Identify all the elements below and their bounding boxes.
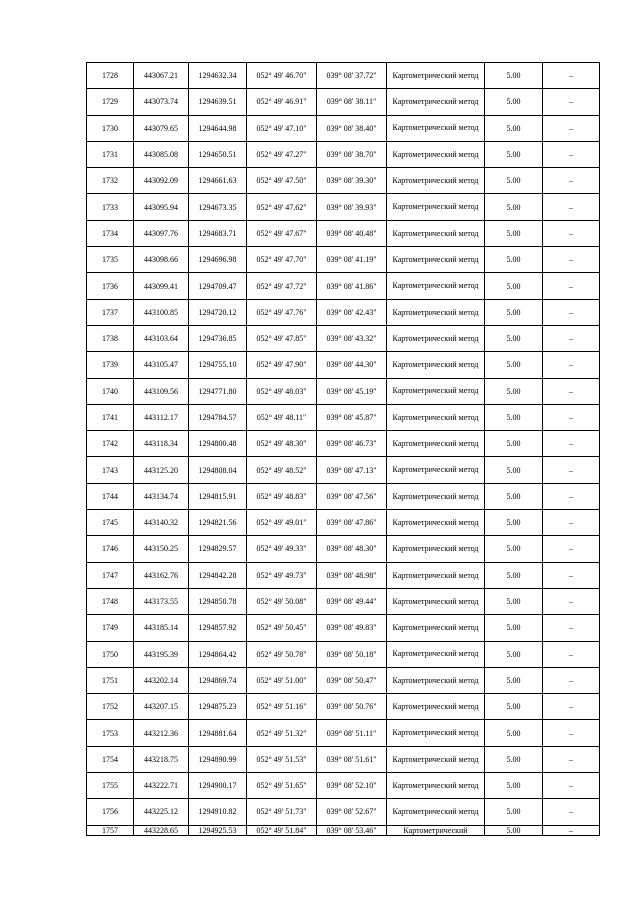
longitude-cell: 039° 08' 47.56" bbox=[317, 483, 387, 509]
latitude-cell: 052° 49' 47.10" bbox=[247, 115, 317, 141]
latitude-cell: 052° 49' 47.76" bbox=[247, 299, 317, 325]
y-coordinate-cell: 1294639.51 bbox=[189, 89, 247, 115]
accuracy-cell: 5.00 bbox=[485, 615, 543, 641]
longitude-cell: 039° 08' 41.19" bbox=[317, 247, 387, 273]
table-row bbox=[87, 746, 600, 772]
accuracy-cell: 5.00 bbox=[485, 773, 543, 799]
latitude-cell: 052° 49' 51.73" bbox=[247, 799, 317, 825]
point-number-cell: 1750 bbox=[87, 641, 134, 667]
point-number-cell: 1749 bbox=[87, 615, 134, 641]
point-number-cell: 1736 bbox=[87, 273, 134, 299]
x-coordinate-cell: 443207.15 bbox=[134, 694, 189, 720]
point-number-cell: 1740 bbox=[87, 378, 134, 404]
accuracy-cell: 5.00 bbox=[485, 431, 543, 457]
method-cell: Картометрический метод bbox=[387, 510, 485, 536]
x-coordinate-cell: 443195.39 bbox=[134, 641, 189, 667]
note-cell: – bbox=[543, 641, 600, 667]
point-number-cell: 1733 bbox=[87, 194, 134, 220]
x-coordinate-cell: 443109.56 bbox=[134, 378, 189, 404]
method-cell: Картометрический метод bbox=[387, 746, 485, 772]
longitude-cell: 039° 08' 45.19" bbox=[317, 378, 387, 404]
note-cell: – bbox=[543, 194, 600, 220]
point-number-cell: 1747 bbox=[87, 562, 134, 588]
x-coordinate-cell: 443118.34 bbox=[134, 431, 189, 457]
note-cell: – bbox=[543, 404, 600, 430]
table-row bbox=[87, 431, 600, 457]
accuracy-cell: 5.00 bbox=[485, 483, 543, 509]
accuracy-cell: 5.00 bbox=[485, 325, 543, 351]
latitude-cell: 052° 49' 47.85" bbox=[247, 325, 317, 351]
y-coordinate-cell: 1294925.53 bbox=[189, 825, 247, 836]
point-number-cell: 1746 bbox=[87, 536, 134, 562]
table-row bbox=[87, 325, 600, 351]
table-row bbox=[87, 299, 600, 325]
y-coordinate-cell: 1294644.98 bbox=[189, 115, 247, 141]
y-coordinate-cell: 1294709.47 bbox=[189, 273, 247, 299]
accuracy-cell: 5.00 bbox=[485, 746, 543, 772]
longitude-cell: 039° 08' 49.44" bbox=[317, 588, 387, 614]
point-number-cell: 1741 bbox=[87, 404, 134, 430]
table-row bbox=[87, 641, 600, 667]
point-number-cell: 1739 bbox=[87, 352, 134, 378]
table-row bbox=[87, 483, 600, 509]
table-row bbox=[87, 352, 600, 378]
note-cell: – bbox=[543, 588, 600, 614]
table-row bbox=[87, 63, 600, 89]
note-cell: – bbox=[543, 220, 600, 246]
note-cell: – bbox=[543, 115, 600, 141]
note-cell: – bbox=[543, 431, 600, 457]
x-coordinate-cell: 443212.36 bbox=[134, 720, 189, 746]
point-number-cell: 1755 bbox=[87, 773, 134, 799]
note-cell: – bbox=[543, 273, 600, 299]
y-coordinate-cell: 1294650.51 bbox=[189, 141, 247, 167]
x-coordinate-cell: 443073.74 bbox=[134, 89, 189, 115]
latitude-cell: 052° 49' 49.01" bbox=[247, 510, 317, 536]
note-cell: – bbox=[543, 746, 600, 772]
point-number-cell: 1753 bbox=[87, 720, 134, 746]
table-row bbox=[87, 694, 600, 720]
accuracy-cell: 5.00 bbox=[485, 588, 543, 614]
latitude-cell: 052° 49' 49.73" bbox=[247, 562, 317, 588]
table-row bbox=[87, 220, 600, 246]
note-cell: – bbox=[543, 773, 600, 799]
latitude-cell: 052° 49' 51.16" bbox=[247, 694, 317, 720]
table-row bbox=[87, 773, 600, 799]
latitude-cell: 052° 49' 48.03" bbox=[247, 378, 317, 404]
y-coordinate-cell: 1294910.82 bbox=[189, 799, 247, 825]
accuracy-cell: 5.00 bbox=[485, 194, 543, 220]
accuracy-cell: 5.00 bbox=[485, 89, 543, 115]
point-number-cell: 1751 bbox=[87, 667, 134, 693]
method-cell: Картометрический метод bbox=[387, 615, 485, 641]
y-coordinate-cell: 1294864.42 bbox=[189, 641, 247, 667]
method-cell: Картометрический метод bbox=[387, 404, 485, 430]
point-number-cell: 1735 bbox=[87, 247, 134, 273]
x-coordinate-cell: 443140.32 bbox=[134, 510, 189, 536]
accuracy-cell: 5.00 bbox=[485, 273, 543, 299]
latitude-cell: 052° 49' 51.53" bbox=[247, 746, 317, 772]
y-coordinate-cell: 1294784.57 bbox=[189, 404, 247, 430]
longitude-cell: 039° 08' 43.32" bbox=[317, 325, 387, 351]
table-row bbox=[87, 457, 600, 483]
note-cell: – bbox=[543, 89, 600, 115]
latitude-cell: 052° 49' 51.84" bbox=[247, 825, 317, 836]
note-cell: – bbox=[543, 799, 600, 825]
table-row bbox=[87, 510, 600, 536]
longitude-cell: 039° 08' 51.61" bbox=[317, 746, 387, 772]
x-coordinate-cell: 443222.71 bbox=[134, 773, 189, 799]
accuracy-cell: 5.00 bbox=[485, 404, 543, 430]
longitude-cell: 039° 08' 53.46" bbox=[317, 825, 387, 836]
latitude-cell: 052° 49' 46.91" bbox=[247, 89, 317, 115]
latitude-cell: 052° 49' 47.72" bbox=[247, 273, 317, 299]
longitude-cell: 039° 08' 48.30" bbox=[317, 536, 387, 562]
x-coordinate-cell: 443218.75 bbox=[134, 746, 189, 772]
note-cell: – bbox=[543, 667, 600, 693]
y-coordinate-cell: 1294881.64 bbox=[189, 720, 247, 746]
accuracy-cell: 5.00 bbox=[485, 694, 543, 720]
point-number-cell: 1734 bbox=[87, 220, 134, 246]
method-cell: Картометрический метод bbox=[387, 720, 485, 746]
point-number-cell: 1744 bbox=[87, 483, 134, 509]
y-coordinate-cell: 1294850.78 bbox=[189, 588, 247, 614]
latitude-cell: 052° 49' 47.90" bbox=[247, 352, 317, 378]
longitude-cell: 039° 08' 48.98" bbox=[317, 562, 387, 588]
x-coordinate-cell: 443067.21 bbox=[134, 63, 189, 89]
y-coordinate-cell: 1294720.12 bbox=[189, 299, 247, 325]
longitude-cell: 039° 08' 37.72" bbox=[317, 63, 387, 89]
x-coordinate-cell: 443134.74 bbox=[134, 483, 189, 509]
method-cell: Картометрический метод bbox=[387, 299, 485, 325]
latitude-cell: 052° 49' 49.33" bbox=[247, 536, 317, 562]
method-cell: Картометрический метод bbox=[387, 89, 485, 115]
method-cell: Картометрический метод bbox=[387, 115, 485, 141]
method-cell: Картометрический метод bbox=[387, 325, 485, 351]
table-row bbox=[87, 247, 600, 273]
latitude-cell: 052° 49' 50.08" bbox=[247, 588, 317, 614]
latitude-cell: 052° 49' 51.32" bbox=[247, 720, 317, 746]
y-coordinate-cell: 1294696.98 bbox=[189, 247, 247, 273]
note-cell: – bbox=[543, 325, 600, 351]
table-row bbox=[87, 404, 600, 430]
longitude-cell: 039° 08' 39.93" bbox=[317, 194, 387, 220]
table-row bbox=[87, 194, 600, 220]
longitude-cell: 039° 08' 41.86" bbox=[317, 273, 387, 299]
accuracy-cell: 5.00 bbox=[485, 299, 543, 325]
note-cell: – bbox=[543, 247, 600, 273]
method-cell: Картометрический метод bbox=[387, 273, 485, 299]
x-coordinate-cell: 443099.41 bbox=[134, 273, 189, 299]
coordinates-table bbox=[86, 62, 600, 836]
x-coordinate-cell: 443125.20 bbox=[134, 457, 189, 483]
point-number-cell: 1731 bbox=[87, 141, 134, 167]
x-coordinate-cell: 443097.76 bbox=[134, 220, 189, 246]
method-cell: Картометрический метод bbox=[387, 247, 485, 273]
x-coordinate-cell: 443185.14 bbox=[134, 615, 189, 641]
latitude-cell: 052° 49' 50.78" bbox=[247, 641, 317, 667]
note-cell: – bbox=[543, 168, 600, 194]
table-row bbox=[87, 536, 600, 562]
table-row bbox=[87, 141, 600, 167]
y-coordinate-cell: 1294815.91 bbox=[189, 483, 247, 509]
method-cell: Картометрический метод bbox=[387, 378, 485, 404]
note-cell: – bbox=[543, 694, 600, 720]
note-cell: – bbox=[543, 720, 600, 746]
point-number-cell: 1748 bbox=[87, 588, 134, 614]
method-cell: Картометрический метод bbox=[387, 457, 485, 483]
method-cell: Картометрический метод bbox=[387, 641, 485, 667]
note-cell: – bbox=[543, 825, 600, 836]
y-coordinate-cell: 1294869.74 bbox=[189, 667, 247, 693]
point-number-cell: 1754 bbox=[87, 746, 134, 772]
longitude-cell: 039° 08' 52.10" bbox=[317, 773, 387, 799]
point-number-cell: 1752 bbox=[87, 694, 134, 720]
x-coordinate-cell: 443162.76 bbox=[134, 562, 189, 588]
note-cell: – bbox=[543, 536, 600, 562]
latitude-cell: 052° 49' 47.27" bbox=[247, 141, 317, 167]
accuracy-cell: 5.00 bbox=[485, 562, 543, 588]
longitude-cell: 039° 08' 47.13" bbox=[317, 457, 387, 483]
x-coordinate-cell: 443173.55 bbox=[134, 588, 189, 614]
accuracy-cell: 5.00 bbox=[485, 168, 543, 194]
y-coordinate-cell: 1294890.99 bbox=[189, 746, 247, 772]
latitude-cell: 052° 49' 50.45" bbox=[247, 615, 317, 641]
longitude-cell: 039° 08' 42.43" bbox=[317, 299, 387, 325]
latitude-cell: 052° 49' 47.70" bbox=[247, 247, 317, 273]
table-row bbox=[87, 562, 600, 588]
method-cell: Картометрический метод bbox=[387, 694, 485, 720]
table-row bbox=[87, 825, 600, 836]
latitude-cell: 052° 49' 46.70" bbox=[247, 63, 317, 89]
table-row bbox=[87, 273, 600, 299]
method-cell: Картометрический метод bbox=[387, 562, 485, 588]
y-coordinate-cell: 1294673.35 bbox=[189, 194, 247, 220]
longitude-cell: 039° 08' 50.47" bbox=[317, 667, 387, 693]
method-cell: Картометрический метод bbox=[387, 352, 485, 378]
x-coordinate-cell: 443150.25 bbox=[134, 536, 189, 562]
latitude-cell: 052° 49' 48.52" bbox=[247, 457, 317, 483]
point-number-cell: 1742 bbox=[87, 431, 134, 457]
point-number-cell: 1745 bbox=[87, 510, 134, 536]
note-cell: – bbox=[543, 615, 600, 641]
point-number-cell: 1757 bbox=[87, 825, 134, 836]
accuracy-cell: 5.00 bbox=[485, 378, 543, 404]
accuracy-cell: 5.00 bbox=[485, 352, 543, 378]
point-number-cell: 1737 bbox=[87, 299, 134, 325]
longitude-cell: 039° 08' 38.70" bbox=[317, 141, 387, 167]
y-coordinate-cell: 1294800.48 bbox=[189, 431, 247, 457]
method-cell: Картометрический метод bbox=[387, 667, 485, 693]
table-row bbox=[87, 615, 600, 641]
accuracy-cell: 5.00 bbox=[485, 641, 543, 667]
longitude-cell: 039° 08' 38.40" bbox=[317, 115, 387, 141]
table-row bbox=[87, 89, 600, 115]
longitude-cell: 039° 08' 44.30" bbox=[317, 352, 387, 378]
note-cell: – bbox=[543, 378, 600, 404]
accuracy-cell: 5.00 bbox=[485, 720, 543, 746]
table-row bbox=[87, 378, 600, 404]
accuracy-cell: 5.00 bbox=[485, 63, 543, 89]
method-cell: Картометрический метод bbox=[387, 799, 485, 825]
note-cell: – bbox=[543, 352, 600, 378]
longitude-cell: 039° 08' 40.48" bbox=[317, 220, 387, 246]
latitude-cell: 052° 49' 48.11" bbox=[247, 404, 317, 430]
longitude-cell: 039° 08' 38.11" bbox=[317, 89, 387, 115]
accuracy-cell: 5.00 bbox=[485, 141, 543, 167]
latitude-cell: 052° 49' 48.30" bbox=[247, 431, 317, 457]
table-row bbox=[87, 588, 600, 614]
longitude-cell: 039° 08' 39.30" bbox=[317, 168, 387, 194]
y-coordinate-cell: 1294821.56 bbox=[189, 510, 247, 536]
x-coordinate-cell: 443228.65 bbox=[134, 825, 189, 836]
x-coordinate-cell: 443112.17 bbox=[134, 404, 189, 430]
method-cell: Картометрический bbox=[387, 825, 485, 836]
y-coordinate-cell: 1294771.80 bbox=[189, 378, 247, 404]
x-coordinate-cell: 443225.12 bbox=[134, 799, 189, 825]
point-number-cell: 1732 bbox=[87, 168, 134, 194]
latitude-cell: 052° 49' 47.50" bbox=[247, 168, 317, 194]
note-cell: – bbox=[543, 510, 600, 536]
y-coordinate-cell: 1294900.17 bbox=[189, 773, 247, 799]
accuracy-cell: 5.00 bbox=[485, 247, 543, 273]
point-number-cell: 1729 bbox=[87, 89, 134, 115]
method-cell: Картометрический метод bbox=[387, 63, 485, 89]
table-row bbox=[87, 720, 600, 746]
x-coordinate-cell: 443202.14 bbox=[134, 667, 189, 693]
point-number-cell: 1738 bbox=[87, 325, 134, 351]
y-coordinate-cell: 1294736.85 bbox=[189, 325, 247, 351]
method-cell: Картометрический метод bbox=[387, 483, 485, 509]
x-coordinate-cell: 443098.66 bbox=[134, 247, 189, 273]
longitude-cell: 039° 08' 52.67" bbox=[317, 799, 387, 825]
accuracy-cell: 5.00 bbox=[485, 115, 543, 141]
latitude-cell: 052° 49' 47.67" bbox=[247, 220, 317, 246]
latitude-cell: 052° 49' 51.65" bbox=[247, 773, 317, 799]
accuracy-cell: 5.00 bbox=[485, 536, 543, 562]
y-coordinate-cell: 1294829.57 bbox=[189, 536, 247, 562]
y-coordinate-cell: 1294857.92 bbox=[189, 615, 247, 641]
table-row bbox=[87, 115, 600, 141]
x-coordinate-cell: 443085.08 bbox=[134, 141, 189, 167]
note-cell: – bbox=[543, 483, 600, 509]
latitude-cell: 052° 49' 48.83" bbox=[247, 483, 317, 509]
accuracy-cell: 5.00 bbox=[485, 667, 543, 693]
y-coordinate-cell: 1294875.23 bbox=[189, 694, 247, 720]
longitude-cell: 039° 08' 50.76" bbox=[317, 694, 387, 720]
point-number-cell: 1756 bbox=[87, 799, 134, 825]
accuracy-cell: 5.00 bbox=[485, 220, 543, 246]
longitude-cell: 039° 08' 46.73" bbox=[317, 431, 387, 457]
accuracy-cell: 5.00 bbox=[485, 457, 543, 483]
longitude-cell: 039° 08' 50.18" bbox=[317, 641, 387, 667]
y-coordinate-cell: 1294632.34 bbox=[189, 63, 247, 89]
longitude-cell: 039° 08' 51.11" bbox=[317, 720, 387, 746]
x-coordinate-cell: 443095.94 bbox=[134, 194, 189, 220]
point-number-cell: 1730 bbox=[87, 115, 134, 141]
point-number-cell: 1743 bbox=[87, 457, 134, 483]
y-coordinate-cell: 1294661.63 bbox=[189, 168, 247, 194]
accuracy-cell: 5.00 bbox=[485, 825, 543, 836]
y-coordinate-cell: 1294808.04 bbox=[189, 457, 247, 483]
longitude-cell: 039° 08' 49.83" bbox=[317, 615, 387, 641]
longitude-cell: 039° 08' 45.87" bbox=[317, 404, 387, 430]
y-coordinate-cell: 1294842.28 bbox=[189, 562, 247, 588]
y-coordinate-cell: 1294683.71 bbox=[189, 220, 247, 246]
x-coordinate-cell: 443100.85 bbox=[134, 299, 189, 325]
method-cell: Картометрический метод bbox=[387, 431, 485, 457]
note-cell: – bbox=[543, 141, 600, 167]
y-coordinate-cell: 1294755.10 bbox=[189, 352, 247, 378]
accuracy-cell: 5.00 bbox=[485, 510, 543, 536]
note-cell: – bbox=[543, 457, 600, 483]
x-coordinate-cell: 443092.09 bbox=[134, 168, 189, 194]
method-cell: Картометрический метод bbox=[387, 141, 485, 167]
longitude-cell: 039° 08' 47.86" bbox=[317, 510, 387, 536]
note-cell: – bbox=[543, 562, 600, 588]
method-cell: Картометрический метод bbox=[387, 588, 485, 614]
latitude-cell: 052° 49' 47.62" bbox=[247, 194, 317, 220]
x-coordinate-cell: 443105.47 bbox=[134, 352, 189, 378]
table-row bbox=[87, 168, 600, 194]
table-row bbox=[87, 799, 600, 825]
note-cell: – bbox=[543, 63, 600, 89]
x-coordinate-cell: 443103.64 bbox=[134, 325, 189, 351]
table-row bbox=[87, 667, 600, 693]
method-cell: Картометрический метод bbox=[387, 194, 485, 220]
method-cell: Картометрический метод bbox=[387, 168, 485, 194]
method-cell: Картометрический метод bbox=[387, 773, 485, 799]
accuracy-cell: 5.00 bbox=[485, 799, 543, 825]
latitude-cell: 052° 49' 51.00" bbox=[247, 667, 317, 693]
x-coordinate-cell: 443079.65 bbox=[134, 115, 189, 141]
method-cell: Картометрический метод bbox=[387, 536, 485, 562]
point-number-cell: 1728 bbox=[87, 63, 134, 89]
method-cell: Картометрический метод bbox=[387, 220, 485, 246]
note-cell: – bbox=[543, 299, 600, 325]
